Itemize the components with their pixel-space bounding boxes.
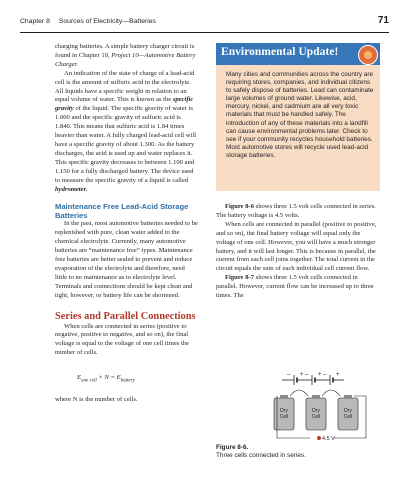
text-span: shows three 1.5 volt cells connected in parallel. However, current flow can be increased up to three times. The (216, 274, 374, 300)
paragraph-where-n: where N is the number of cells. (55, 396, 138, 404)
plus-sign: + (318, 372, 322, 378)
figure-reference: Figure 8-6 (225, 203, 254, 210)
cell-label-line1: Dry (280, 408, 288, 414)
cell-label-line2: Cell (279, 414, 289, 420)
chapter-label: Chapter 8 (20, 18, 50, 25)
figure-caption (216, 444, 380, 460)
right-column (216, 203, 380, 301)
caption-text: Three cells connected in series. (216, 452, 306, 460)
battery-voltage-label: 4.5 V (322, 436, 335, 442)
paragraph-series: When cells are connected in series (positive to negative, positive to negative, and so on), the final voltage is equal to the voltage of one cell times the number of cells. (55, 322, 190, 357)
cell-label-line1: Dry (312, 408, 320, 414)
paragraph-charging (55, 43, 198, 70)
page-header (20, 15, 389, 31)
environmental-update-title: Environmental Update! (221, 46, 339, 58)
dry-cell-3 (338, 395, 358, 430)
formula-subscript: battery (120, 378, 135, 384)
paragraph-figure-8-6 (216, 203, 380, 221)
paragraph-figure-8-7 (216, 274, 380, 301)
caption-number-text: Figure 8-6. (216, 444, 249, 451)
formula-subscript: one cell (81, 378, 97, 384)
globe-icon (358, 45, 378, 65)
text-span: An indication of the state of charge of a lead-acid cell is the amount of sulfuric acid in the electrolyte. All liquids have a specific weight in relation to an equal volume of water. This is known as the (55, 69, 195, 104)
environmental-update-box (216, 43, 380, 191)
heading-series-parallel: Series and Parallel Connections (55, 310, 196, 322)
figure-reference: Figure 8-7 (225, 274, 254, 282)
header-rule (20, 32, 389, 33)
environmental-update-title-bar (216, 43, 380, 65)
minus-sign: – (305, 372, 309, 378)
left-column (55, 43, 198, 405)
term-specific-gravity: specific gravity (55, 96, 194, 113)
section-label: Sources of Electricity—Batteries (58, 18, 156, 25)
formula-series-voltage (77, 374, 198, 386)
minus-sign: – (287, 372, 291, 378)
minus-sign: – (323, 372, 327, 378)
environmental-update-text: Many cities and communities across the country are requiring stores, companies, and individual citizens to safely dispose of batteries. Lead can contaminate large volumes of ground water. Likewise, acid, mercury, nickel, and cadmium are all very toxic materials that must be handled safely. The introduction of any of these materials into a landfill can cause environmental problems later. Check to see if your community recycles household batteries. Most automotive stores will recycle used lead-acid storage batteries. (226, 71, 374, 159)
cell-label-line2: Cell (343, 414, 353, 420)
cell-label-line2: Cell (311, 414, 321, 420)
meter-dot (317, 436, 321, 440)
paragraph-maintenance-free: In the past, most automotive batteries needed to be replenished with pure, clean water added to the chemical electrolyte. Currently, many automotive batteries are “maintenance free” types. Maintenance free batteries are better sealed to prevent and reduce evaporation of the electrolyte and therefore, need little to no maintenance as to electrolyte level. Terminals and connections should be kept clean and tight, however, or battery life can be shortened. (55, 220, 198, 299)
formula-symbol: × N = E (96, 374, 121, 382)
heading-maintenance-free: Maintenance Free Lead-Acid Storage Batteries (55, 202, 189, 221)
cell-label-line1: Dry (344, 408, 352, 414)
dry-cell-2 (306, 395, 326, 430)
plus-sign: + (336, 372, 340, 378)
caption-number (216, 444, 380, 452)
text-span: shows three 1.5 volt cells connected in series. The battery voltage is 4.5 volts. (216, 203, 376, 219)
term-hydrometer: hydrometer. (55, 185, 88, 193)
project-reference: Project 10—Automotive Battery Charger. (55, 51, 196, 68)
paragraph-specific-gravity (55, 70, 198, 195)
running-head (20, 18, 156, 25)
series-cells-diagram (262, 370, 380, 446)
text-span: charging batteries. A simple battery charger circuit is found in Chapter 19, (55, 43, 195, 59)
battery-schematic-symbol (282, 375, 344, 385)
page-number: 71 (377, 15, 389, 26)
plus-sign: + (300, 372, 304, 378)
formula-symbol: E (77, 374, 82, 382)
paragraph-parallel: When cells are connected in parallel (positive to positive, and so on), the final battery voltage will equal only the voltage of one cell. However, you will have a much stronger battery, and it will last longer. This is because in parallel, the current from each cell joins together. The total current in the circuit equals the sum of each individual cell current flow. (216, 220, 377, 273)
text-span: of the liquid. The specific gravity of water is 1.000 and the specific gravity of sulfuric acid is 1.840. This means that sulfuric acid is 1.84 times heavier than water. A fully charged lead-acid cell will have a specific gravity of about 1.300. As the battery discharges, the acid is used up and water replaces it. This specific gravity decreases to between 1.100 and 1.150 for a fully discharged battery. The device used to measure the specific gravity of a liquid is called (55, 105, 197, 184)
